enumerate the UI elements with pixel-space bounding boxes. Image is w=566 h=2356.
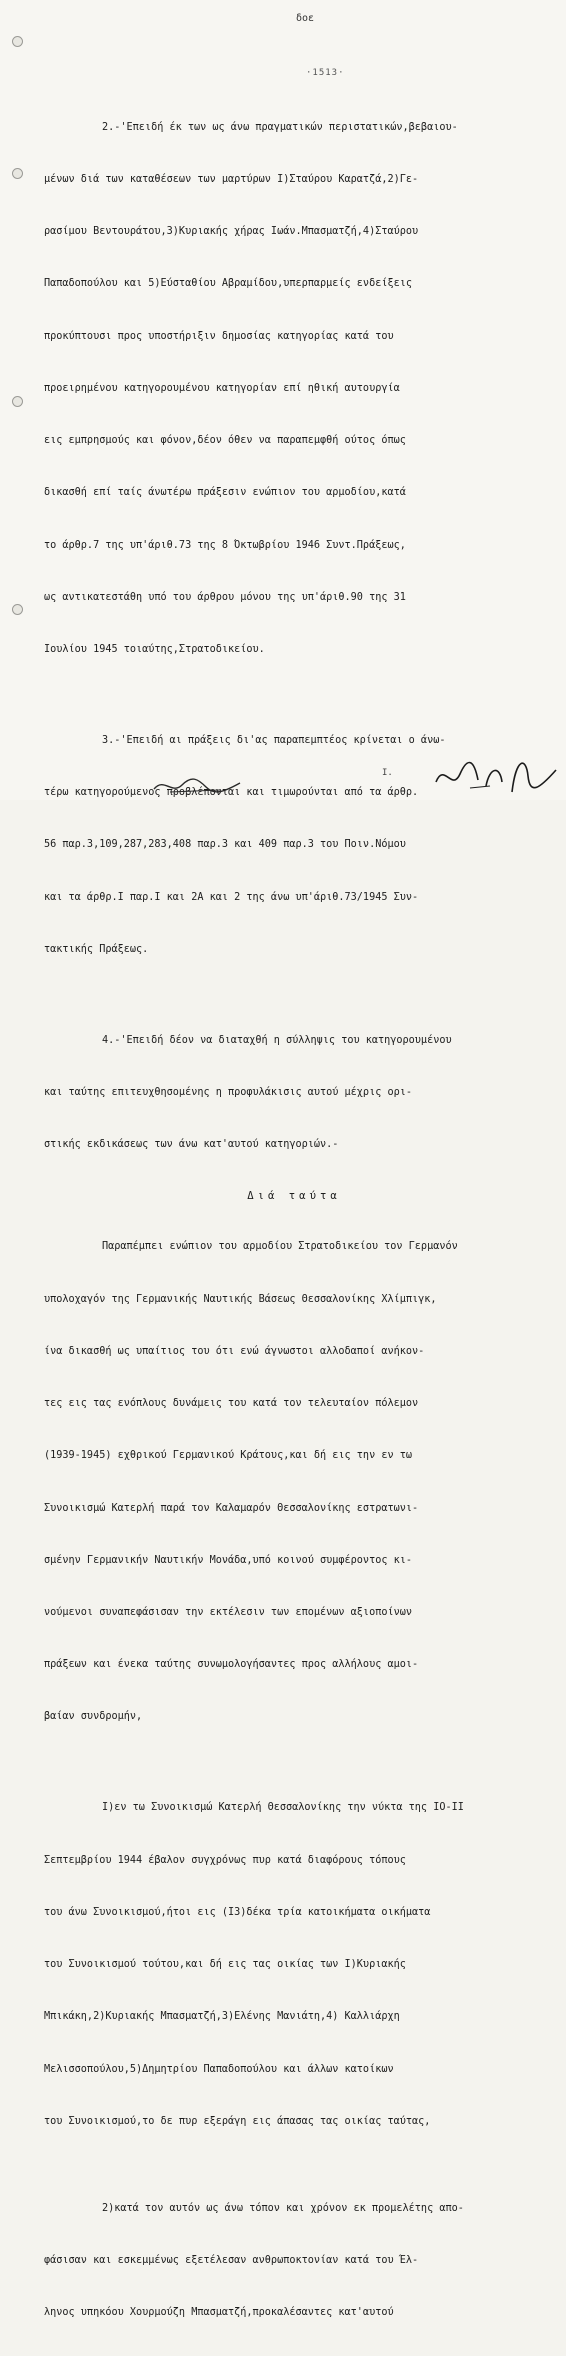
text-line: 4.-'Επειδή δέον να διαταχθή η σύλληψις του κατηγορουμένου — [102, 1034, 452, 1046]
text-line: 2)κατά τον αυτόν ως άνω τόπον και χρόνον εκ προμελέτης απο- — [102, 2202, 464, 2214]
footer-mark: Ι. — [382, 768, 393, 778]
text-line: Μελισσοπούλου,5)Δημητρίου Παπαδοπούλου και άλλων κατοίκων — [44, 2063, 394, 2075]
text-line: ίνα δικασθή ως υπαίτιος του ότι ενώ άγνωστοι αλλοδαποί ανήκον- — [44, 1345, 425, 1357]
text-line: Ιουλίου 1945 τοιαύτης,Στρατοδικείου. — [44, 644, 265, 655]
text-line: εις εμπρησμούς και φόνον,δέον όθεν να παραπεμφθή ούτος όπως — [44, 435, 406, 447]
text-line: φάσισαν και εσκεμμένως εξετέλεσαν ανθρωποκτονίαν κατά του Έλ- — [44, 2254, 419, 2266]
text-line: Σεπτεμβρίου 1944 έβαλον συγχρόνως πυρ κατά διαφόρους τόπους — [44, 1854, 406, 1866]
text-line: Παπαδοπούλου και 5)Εύσταθίου Αβραμίδου,υπερπαρμείς ενδείξεις — [44, 278, 413, 290]
text-line: του άνω Συνοικισμού,ήτοι εις (Ι3)δέκα τρία κατοικήματα οικήματα — [44, 1906, 431, 1918]
text-line: Συνοικισμώ Κατερλή παρά τον Καλαμαρόν Θεσσαλονίκης εστρατωνι- — [44, 1502, 419, 1514]
text-line: Ι)εν τω Συνοικισμώ Κατερλή Θεσσαλονίκης την νύκτα της IO-II — [102, 1802, 464, 1814]
text-line: το άρθρ.7 της υπ'άριθ.73 της 8 Όκτωβρίου 1946 Συντ.Πράξεως, — [44, 539, 406, 551]
signature-right — [430, 752, 560, 796]
text-line: τακτικής Πράξεως. — [44, 943, 149, 955]
text-line: δικασθή επί ταίς άνωτέρω πράξεσιν ενώπιον του αρμοδίου,κατά — [44, 487, 406, 499]
text-line: του Συνοικισμού τούτου,και δή εις τας οικίας των Ι)Κυριακής — [44, 1959, 406, 1971]
text-line: και τα άρθρ.Ι παρ.Ι και 2Α και 2 της άνω υπ'άριθ.73/1945 Συν- — [44, 891, 419, 903]
paragraph-3 — [44, 697, 544, 993]
binder-hole — [12, 36, 23, 47]
paragraph-4 — [44, 997, 544, 1188]
text-line: ληνος υπηκόου Χουρμούζη Μπασματζή,προκαλέσαντες κατ'αυτού — [44, 2307, 394, 2319]
text-line: μένων διά των καταθέσεων των μαρτύρων I)Σταύρου Καρατζά,2)Γε- — [44, 174, 419, 186]
text-line: πράξεων και ένεκα ταύτης συνωμολογήσαντες προς αλλήλους αμοι- — [44, 1659, 419, 1671]
text-line: ρασίμου Βεντουράτου,3)Κυριακής χήρας Ιωάν.Μπασματζή,4)Σταύρου — [44, 226, 419, 238]
text-line: 3.-'Επειδή αι πράξεις δι'ας παραπεμπτέος κρίνεται ο άνω- — [102, 735, 446, 747]
text-line: και ταύτης επιτευχθησομένης η προφυλάκισις αυτού μέχρις ορι- — [44, 1087, 413, 1099]
text-line: Παραπέμπει ενώπιον του αρμοδίου Στρατοδικείου τον Γερμανόν — [102, 1241, 458, 1253]
text-line: (1939-1945) εχθρικού Γερμανικού Κράτους,και δή εις την εν τω — [44, 1450, 413, 1462]
text-line: προκύπτουσι προς υποστήριξιν δημοσίας κατηγορίας κατά του — [44, 330, 394, 342]
binder-hole — [12, 604, 23, 615]
text-line: νούμενοι συναπεφάσισαν την εκτέλεσιν των επομένων αξιοποίνων — [44, 1606, 413, 1618]
page-number: δοε — [296, 13, 315, 24]
section-heading: Διά ταύτα — [247, 1189, 341, 1202]
page-stamp: ·1513· — [306, 68, 345, 78]
text-line: τες εις τας ενόπλους δυνάμεις του κατά τον τελευταίον πόλεμον — [44, 1398, 419, 1410]
charge-1-paragraph — [44, 1765, 544, 2165]
text-line: του Συνοικισμού,το δε πυρ εξεράγη εις άπασας τας οικίας ταύτας, — [44, 2115, 431, 2127]
charge-2-paragraph — [44, 2165, 544, 2356]
document-body — [44, 84, 544, 2356]
text-line: υπολοχαγόν της Γερμανικής Ναυτικής Βάσεως Θεσσαλονίκης Χλίμπιγκ, — [44, 1293, 437, 1305]
text-line: τέρω κατηγορούμενος προβλέπονται και τιμωρούνται από τα άρθρ. — [44, 787, 419, 799]
binder-holes — [4, 0, 34, 800]
text-line: στικής εκδικάσεως των άνω κατ'αυτού κατηγοριών.- — [44, 1139, 339, 1151]
ruling-paragraph — [44, 1204, 544, 1761]
signature-left — [150, 773, 246, 797]
text-line: σμένην Γερμανικήν Ναυτικήν Μονάδα,υπό κοινού συμφέροντος κι- — [44, 1554, 413, 1566]
text-line: ως αντικατεστάθη υπό του άρθρου μόνου της υπ'άριθ.90 της 31 — [44, 591, 406, 603]
paragraph-2 — [44, 84, 544, 693]
text-line: Μπικάκη,2)Κυριακής Μπασματζή,3)Ελένης Μανιάτη,4) Καλλιάρχη — [44, 2011, 400, 2023]
binder-hole — [12, 396, 23, 407]
binder-hole — [12, 168, 23, 179]
text-line: 2.-'Επειδή έκ των ως άνω πραγματικών περιστατικών,βεβαιου- — [102, 121, 458, 133]
text-line: προειρημένου κατηγορουμένου κατηγορίαν επί ηθική αυτουργία — [44, 382, 400, 394]
text-line: βαίαν συνδρομήν, — [44, 1711, 143, 1723]
text-line: 56 παρ.3,109,287,283,408 παρ.3 και 409 παρ.3 του Ποιν.Νόμου — [44, 839, 406, 851]
